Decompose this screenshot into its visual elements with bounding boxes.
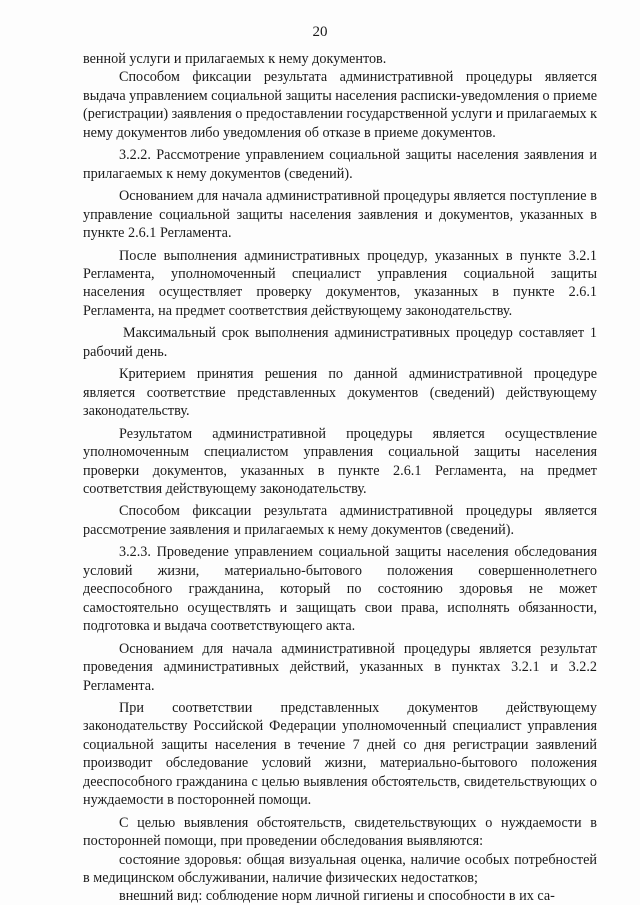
paragraph: Основанием для начала административной процедуры является поступление в управление социальной защиты населения заявления и документов, указанных в пункте 2.6.1 Регламента. <box>83 188 597 242</box>
paragraph: Способом фиксации результата административной процедуры является выдача управлением социальной защиты населения расписки-уведомления о приеме (регистрации) заявления о предоставлении государственной услуги и прилагаемых к нему документов либо уведомления об отказе в приеме документов. <box>83 69 597 141</box>
paragraph: При соответствии представленных документов действующему законодательству Российской Федерации уполномоченный специалист управления социальной защиты населения в течение 7 дней со дня регистрации заявлений производит обследование условий жизни, материально-бытового положения дееспособного гражданина с целью выявления обстоятельств, свидетельствующих о нуждаемости в посторонней помощи. <box>83 699 597 809</box>
paragraph: После выполнения административных процедур, указанных в пункте 3.2.1 Регламента, уполномоченный специалист управления социальной защиты населения осуществляет проверку документов, указанных в пункте 2.6.1 Регламента, на предмет соответствия действующему законодательству. <box>83 247 597 319</box>
paragraph: Максимальный срок выполнения административных процедур составляет 1 рабочий день. <box>83 325 597 360</box>
paragraph: С целью выявления обстоятельств, свидетельствующих о нуждаемости в посторонней помощи, при проведении обследования выявляются: <box>83 814 597 850</box>
paragraph: Способом фиксации результата административной процедуры является рассмотрение заявления и прилагаемых к нему документов (сведений). <box>83 503 597 538</box>
paragraph: Критерием принятия решения по данной административной процедуре является соответствие представленных документов (сведений) действующему законодательству. <box>83 366 597 420</box>
page-number: 20 <box>312 24 328 40</box>
paragraph: Результатом административной процедуры является осуществление уполномоченным специалистом управления социальной защиты населения проверки документов, указанных в пункте 2.6.1 Регламента, на предмет соответствия действующему законодательству. <box>83 425 597 497</box>
list-item: внешний вид: соблюдение норм личной гигиены и способности в их са- <box>119 888 555 905</box>
section-heading-3-2-2: 3.2.2. Рассмотрение управлением социальной защиты населения заявления и прилагаемых к нему документов (сведений). <box>83 147 597 182</box>
paragraph: венной услуги и прилагаемых к нему документов. <box>83 51 387 67</box>
section-heading-3-2-3: 3.2.3. Проведение управлением социальной защиты населения обследования условий жизни, материально-бытового положения совершеннолетнего дееспособного гражданина, который по состоянию здоровья не может самостоятельно осуществлять и защищать свои права, исполнять обязанности, подготовка и выдача соответствующего акта. <box>83 544 597 635</box>
list-item: состояние здоровья: общая визуальная оценка, наличие особых потребностей в медицинском обслуживании, наличие физических недостатков; <box>83 851 597 887</box>
paragraph: Основанием для начала административной процедуры является результат проведения административных действий, указанных в пунктах 3.2.1 и 3.2.2 Регламента. <box>83 640 597 694</box>
document-body <box>83 50 597 906</box>
